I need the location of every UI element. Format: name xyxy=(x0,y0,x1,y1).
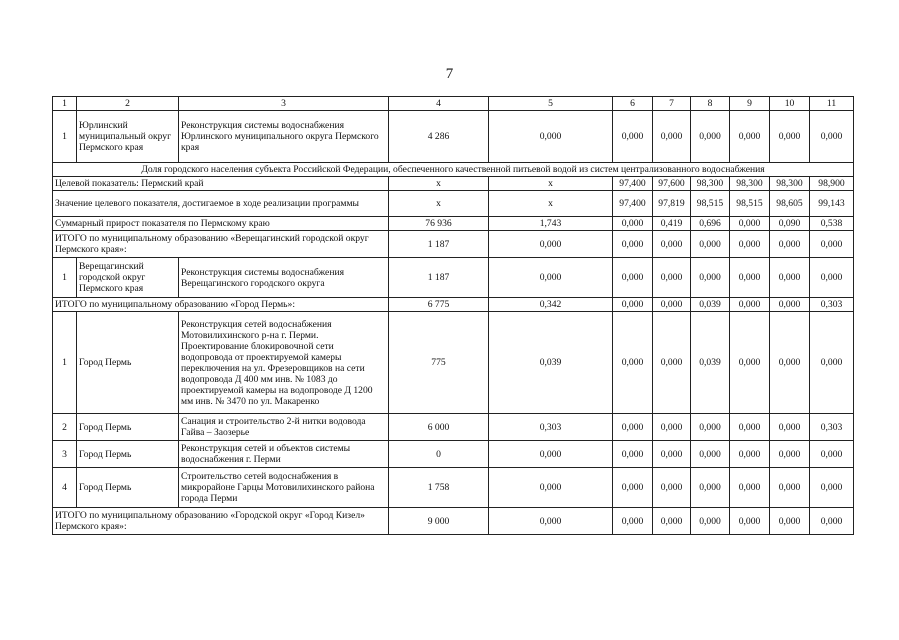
value-cell: 0,000 xyxy=(730,231,770,258)
header-row xyxy=(53,97,854,111)
row-number: 1 xyxy=(53,258,77,298)
value-cell: 9 000 xyxy=(389,508,489,535)
value-cell: 0,000 xyxy=(770,414,810,441)
value-cell: 98,605 xyxy=(770,191,810,217)
value-cell: 98,300 xyxy=(770,177,810,191)
table-row xyxy=(53,231,854,258)
value-cell: 0,000 xyxy=(691,111,730,163)
location-cell: Город Пермь xyxy=(77,312,179,414)
value-cell: 0,000 xyxy=(489,231,613,258)
value-cell: 0,000 xyxy=(730,258,770,298)
value-cell: 0,000 xyxy=(810,312,854,414)
value-cell: 0,000 xyxy=(691,231,730,258)
value-cell: 0,000 xyxy=(613,111,653,163)
value-cell: 0,000 xyxy=(730,111,770,163)
value-cell: 97,819 xyxy=(653,191,691,217)
table-row xyxy=(53,217,854,231)
location-cell: Верещагинский городской округ Пермского края xyxy=(77,258,179,298)
header-cell: 3 xyxy=(179,97,389,111)
value-cell: 0,000 xyxy=(653,468,691,508)
value-cell: 0,000 xyxy=(730,468,770,508)
value-cell: 0,000 xyxy=(489,508,613,535)
value-cell: 0,000 xyxy=(810,508,854,535)
table-row xyxy=(53,441,854,468)
value-cell: 0,000 xyxy=(691,414,730,441)
value-cell: 0,039 xyxy=(691,298,730,312)
value-cell: 0,000 xyxy=(810,231,854,258)
row-number: 4 xyxy=(53,468,77,508)
header-cell: 9 xyxy=(730,97,770,111)
value-cell: 0,000 xyxy=(770,111,810,163)
table-row xyxy=(53,191,854,217)
value-cell: 0,000 xyxy=(489,441,613,468)
value-cell: 0 xyxy=(389,441,489,468)
value-cell: 98,515 xyxy=(730,191,770,217)
summary-label: ИТОГО по муниципальному образованию «Городской округ «Город Кизел» Пермского края»: xyxy=(53,508,389,535)
table-row xyxy=(53,508,854,535)
value-cell: 0,000 xyxy=(653,258,691,298)
value-cell: 0,090 xyxy=(770,217,810,231)
summary-label: ИТОГО по муниципальному образованию «Верещагинский городской округ Пермского края»: xyxy=(53,231,389,258)
location-cell: Юрлинский муниципальный округ Пермского края xyxy=(77,111,179,163)
value-cell: 0,000 xyxy=(691,258,730,298)
value-cell: 0,000 xyxy=(730,508,770,535)
value-cell: x xyxy=(389,191,489,217)
summary-label: Целевой показатель: Пермский край xyxy=(53,177,389,191)
value-cell: 97,600 xyxy=(653,177,691,191)
value-cell: 0,000 xyxy=(653,231,691,258)
header-cell: 1 xyxy=(53,97,77,111)
value-cell: 0,000 xyxy=(691,441,730,468)
value-cell: 0,000 xyxy=(653,111,691,163)
value-cell: 99,143 xyxy=(810,191,854,217)
value-cell: 0,000 xyxy=(730,414,770,441)
value-cell: 0,000 xyxy=(770,231,810,258)
description-cell: Реконструкция сетей и объектов системы водоснабжения г. Перми xyxy=(179,441,389,468)
value-cell: 4 286 xyxy=(389,111,489,163)
value-cell: 0,303 xyxy=(810,414,854,441)
header-cell: 8 xyxy=(691,97,730,111)
value-cell: x xyxy=(489,191,613,217)
value-cell: 0,303 xyxy=(489,414,613,441)
value-cell: 0,000 xyxy=(653,441,691,468)
summary-label: ИТОГО по муниципальному образованию «Город Пермь»: xyxy=(53,298,389,312)
row-number: 2 xyxy=(53,414,77,441)
location-cell: Город Пермь xyxy=(77,468,179,508)
value-cell: x xyxy=(389,177,489,191)
value-cell: 0,000 xyxy=(810,111,854,163)
table-row xyxy=(53,298,854,312)
value-cell: 0,696 xyxy=(691,217,730,231)
section-title: Доля городского населения субъекта Российской Федерации, обеспеченного качественной питьевой водой из систем централизованного водоснабжения xyxy=(53,163,854,177)
value-cell: 1 187 xyxy=(389,231,489,258)
value-cell: 0,000 xyxy=(613,414,653,441)
table-row xyxy=(53,414,854,441)
value-cell: 0,000 xyxy=(613,312,653,414)
value-cell: 76 936 xyxy=(389,217,489,231)
value-cell: 1,743 xyxy=(489,217,613,231)
value-cell: 0,000 xyxy=(691,508,730,535)
location-cell: Город Пермь xyxy=(77,441,179,468)
value-cell: 0,000 xyxy=(489,258,613,298)
page-number: 7 xyxy=(445,66,454,82)
value-cell: 0,000 xyxy=(730,298,770,312)
value-cell: 775 xyxy=(389,312,489,414)
value-cell: 0,000 xyxy=(653,414,691,441)
value-cell: 98,300 xyxy=(691,177,730,191)
summary-label: Суммарный прирост показателя по Пермскому краю xyxy=(53,217,389,231)
summary-label: Значение целевого показателя, достигаемое в ходе реализации программы xyxy=(53,191,389,217)
value-cell: 0,000 xyxy=(653,312,691,414)
table-row xyxy=(53,312,854,414)
value-cell: 0,000 xyxy=(770,312,810,414)
value-cell: 0,000 xyxy=(613,468,653,508)
row-number: 1 xyxy=(53,111,77,163)
table-row xyxy=(53,163,854,177)
value-cell: 0,000 xyxy=(653,298,691,312)
value-cell: 98,515 xyxy=(691,191,730,217)
header-cell: 11 xyxy=(810,97,854,111)
value-cell: 0,000 xyxy=(730,217,770,231)
value-cell: 0,000 xyxy=(770,468,810,508)
value-cell: 0,303 xyxy=(810,298,854,312)
value-cell: 0,000 xyxy=(770,508,810,535)
value-cell: 0,000 xyxy=(613,441,653,468)
value-cell: 1 758 xyxy=(389,468,489,508)
description-cell: Реконструкция сетей водоснабжения Мотовилихинского р-на г. Перми. Проектирование блокировочной сети водопровода от проектируемой камеры переключения на ул. Фрезеровщиков на сети водопровода Д 400 мм инв. № 1083 до проектируемой камеры на водопроводе Д 1200 мм инв. № 3470 по ул. Макаренко xyxy=(179,312,389,414)
value-cell: 6 775 xyxy=(389,298,489,312)
value-cell: 0,039 xyxy=(691,312,730,414)
value-cell: 0,039 xyxy=(489,312,613,414)
value-cell: 6 000 xyxy=(389,414,489,441)
description-cell: Санация и строительство 2-й нитки водовода Гайва – Заозерье xyxy=(179,414,389,441)
value-cell: 0,000 xyxy=(810,441,854,468)
value-cell: 97,400 xyxy=(613,177,653,191)
header-cell: 4 xyxy=(389,97,489,111)
location-cell: Город Пермь xyxy=(77,414,179,441)
value-cell: 0,000 xyxy=(613,217,653,231)
row-number: 3 xyxy=(53,441,77,468)
value-cell: 0,000 xyxy=(810,468,854,508)
value-cell: 97,400 xyxy=(613,191,653,217)
description-cell: Реконструкция системы водоснабжения Юрлинского муниципального округа Пермского края xyxy=(179,111,389,163)
value-cell: 0,000 xyxy=(489,468,613,508)
value-cell: x xyxy=(489,177,613,191)
data-table xyxy=(52,96,854,535)
value-cell: 0,538 xyxy=(810,217,854,231)
header-cell: 2 xyxy=(77,97,179,111)
value-cell: 98,900 xyxy=(810,177,854,191)
value-cell: 0,000 xyxy=(730,441,770,468)
value-cell: 0,000 xyxy=(770,298,810,312)
header-cell: 7 xyxy=(653,97,691,111)
value-cell: 0,000 xyxy=(653,508,691,535)
description-cell: Реконструкция системы водоснабжения Верещагинского городского округа xyxy=(179,258,389,298)
value-cell: 0,000 xyxy=(770,258,810,298)
value-cell: 0,000 xyxy=(613,298,653,312)
value-cell: 0,000 xyxy=(730,312,770,414)
value-cell: 0,000 xyxy=(613,231,653,258)
row-number: 1 xyxy=(53,312,77,414)
value-cell: 0,000 xyxy=(770,441,810,468)
value-cell: 0,000 xyxy=(613,258,653,298)
header-cell: 5 xyxy=(489,97,613,111)
value-cell: 0,000 xyxy=(691,468,730,508)
header-cell: 10 xyxy=(770,97,810,111)
value-cell: 98,300 xyxy=(730,177,770,191)
value-cell: 0,000 xyxy=(613,508,653,535)
value-cell: 0,000 xyxy=(810,258,854,298)
value-cell: 1 187 xyxy=(389,258,489,298)
value-cell: 0,000 xyxy=(489,111,613,163)
table-row xyxy=(53,111,854,163)
value-cell: 0,419 xyxy=(653,217,691,231)
description-cell: Строительство сетей водоснабжения в микрорайоне Гарцы Мотовилихинского района города Перми xyxy=(179,468,389,508)
value-cell: 0,342 xyxy=(489,298,613,312)
table-row xyxy=(53,468,854,508)
table-row xyxy=(53,177,854,191)
header-cell: 6 xyxy=(613,97,653,111)
table-row xyxy=(53,258,854,298)
